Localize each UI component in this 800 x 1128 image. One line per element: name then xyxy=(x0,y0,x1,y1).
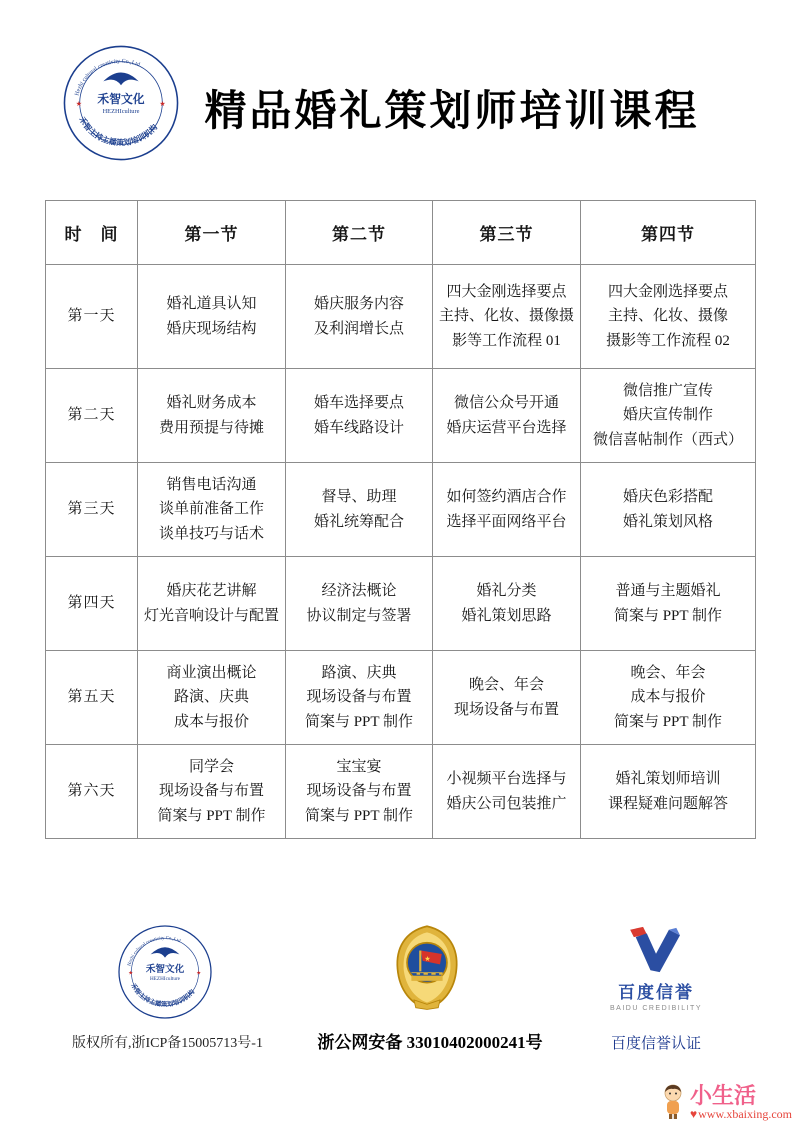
baidu-credibility-name: 百度信誉 xyxy=(618,983,694,1002)
logo-ring-bottom-text: 禾智主持主播策划培训机构 xyxy=(129,982,197,1009)
course-line: 婚庆现场结构 xyxy=(166,320,257,337)
course-cell xyxy=(433,463,581,557)
course-cell xyxy=(138,265,286,369)
watermark-url-text: www.xbaixing.com xyxy=(698,1107,792,1121)
hezhi-logo-icon xyxy=(62,44,180,162)
day-label: 第六天 xyxy=(46,745,138,839)
star-icon: ★ xyxy=(159,100,166,108)
course-line: 婚庆花艺讲解 xyxy=(166,583,257,600)
course-line: 路演、庆典 xyxy=(321,665,397,682)
course-cell xyxy=(581,369,756,463)
logo-ring-top-text: Hezhi cultural creativity Co.,Ltd xyxy=(74,58,141,97)
course-cell xyxy=(433,265,581,369)
course-line: 同学会 xyxy=(188,759,234,776)
course-line: 婚车线路设计 xyxy=(313,419,404,436)
course-line: 现场设备与布置 xyxy=(306,783,412,800)
badges-row xyxy=(0,918,800,1022)
column-header: 第四节 xyxy=(581,201,756,265)
course-line: 婚礼道具认知 xyxy=(166,296,257,313)
course-cell xyxy=(286,265,433,369)
course-cell xyxy=(581,557,756,651)
watermark-site-url xyxy=(690,1107,792,1122)
course-cell xyxy=(581,745,756,839)
course-line: 影等工作流程 01 xyxy=(452,332,561,349)
course-line: 婚庆运营平台选择 xyxy=(446,419,567,436)
course-line: 成本与报价 xyxy=(173,713,249,730)
course-cell xyxy=(286,557,433,651)
table-row xyxy=(46,745,756,839)
star-icon: ★ xyxy=(424,955,431,963)
star-icon: ★ xyxy=(128,970,134,977)
course-line: 经济法概论 xyxy=(321,583,397,600)
logo-ring-bottom-text: 禾智主持主播策划培训机构 xyxy=(77,115,160,148)
column-header: 第三节 xyxy=(433,201,581,265)
police-filing-text: 浙公网安备 33010402000241号 xyxy=(317,1033,543,1052)
course-line: 普通与主题婚礼 xyxy=(615,583,721,600)
course-cell xyxy=(138,369,286,463)
course-line: 婚礼分类 xyxy=(476,583,537,600)
course-line: 现场设备与布置 xyxy=(306,689,412,706)
day-label: 第一天 xyxy=(46,265,138,369)
hezhi-logo xyxy=(62,44,180,162)
course-line: 婚庆公司包装推广 xyxy=(446,795,567,812)
course-line: 协议制定与签署 xyxy=(306,607,412,624)
star-icon: ★ xyxy=(75,100,82,108)
page-title: 精品婚礼策划师培训课程 xyxy=(204,89,700,135)
site-watermark xyxy=(660,1084,792,1122)
course-cell xyxy=(138,651,286,745)
course-line: 微信推广宣传 xyxy=(622,383,713,400)
course-line: 简案与 PPT 制作 xyxy=(304,713,414,730)
course-line: 主持、化妆、摄像 xyxy=(607,308,728,325)
table-header-row xyxy=(46,201,756,265)
watermark-text xyxy=(690,1084,792,1122)
police-badge-icon xyxy=(388,920,466,1014)
logo-name-cn: 禾智文化 xyxy=(145,964,185,975)
course-cell xyxy=(286,463,433,557)
column-header: 第二节 xyxy=(286,201,433,265)
course-line: 婚庆宣传制作 xyxy=(622,407,713,424)
course-line: 婚庆色彩搭配 xyxy=(622,489,713,506)
logo-name-en: HEZHIculture xyxy=(102,107,140,115)
course-cell xyxy=(433,557,581,651)
course-line: 选择平面网络平台 xyxy=(446,513,567,530)
course-line: 如何签约酒店合作 xyxy=(446,489,567,506)
course-line: 及利润增长点 xyxy=(313,320,404,337)
mascot-icon xyxy=(660,1084,686,1120)
course-cell xyxy=(138,557,286,651)
course-line: 主持、化妆、摄像摄 xyxy=(439,308,575,325)
hezhi-logo-icon xyxy=(117,924,213,1020)
logo-name-en: HEZHIculture xyxy=(150,976,180,982)
course-line: 婚礼统筹配合 xyxy=(313,513,404,530)
course-line: 宝宝宴 xyxy=(336,759,382,776)
course-line: 婚庆服务内容 xyxy=(313,296,404,313)
hezhi-logo-footer xyxy=(117,924,213,1020)
course-line: 现场设备与布置 xyxy=(158,783,264,800)
column-header: 第一节 xyxy=(138,201,286,265)
course-line: 小视频平台选择与 xyxy=(446,771,567,788)
course-cell xyxy=(581,265,756,369)
course-line: 晚会、年会 xyxy=(468,677,544,694)
table-row xyxy=(46,265,756,369)
table-row xyxy=(46,557,756,651)
table-row xyxy=(46,651,756,745)
course-line: 婚礼策划风格 xyxy=(622,513,713,530)
logo-name-cn: 禾智文化 xyxy=(97,92,145,106)
course-cell xyxy=(433,651,581,745)
course-line: 现场设备与布置 xyxy=(453,701,559,718)
baidu-credibility-block xyxy=(598,926,714,1012)
course-cell xyxy=(286,369,433,463)
star-icon: ★ xyxy=(196,970,202,977)
course-line: 晚会、年会 xyxy=(630,665,706,682)
copyright-icp-text: 版权所有,浙ICP备15005713号-1 xyxy=(72,1036,263,1051)
course-line: 婚礼财务成本 xyxy=(166,395,257,412)
course-cell xyxy=(581,651,756,745)
logo-ring-top-text: Hezhi cultural creativity Co.,Ltd xyxy=(127,936,182,967)
course-line: 费用预提与待摊 xyxy=(158,419,264,436)
course-line: 四大金刚选择要点 xyxy=(607,284,728,301)
course-line: 简案与 PPT 制作 xyxy=(613,607,723,624)
course-table xyxy=(45,200,756,839)
course-line: 销售电话沟通 xyxy=(166,477,257,494)
course-cell xyxy=(433,369,581,463)
course-line: 微信公众号开通 xyxy=(453,395,559,412)
course-line: 课程疑难问题解答 xyxy=(607,795,728,812)
day-label: 第四天 xyxy=(46,557,138,651)
heart-icon: ♥ xyxy=(690,1107,698,1121)
course-line: 四大金刚选择要点 xyxy=(446,284,567,301)
course-line: 商业演出概论 xyxy=(166,665,257,682)
course-line: 简案与 PPT 制作 xyxy=(613,713,723,730)
baidu-certification-text: 百度信誉认证 xyxy=(610,1036,701,1052)
course-line: 婚礼策划师培训 xyxy=(615,771,721,788)
baidu-credibility-icon xyxy=(627,926,685,974)
course-cell xyxy=(581,463,756,557)
day-label: 第五天 xyxy=(46,651,138,745)
table-row xyxy=(46,369,756,463)
course-cell xyxy=(138,463,286,557)
course-line: 谈单技巧与话术 xyxy=(158,525,264,542)
course-line: 简案与 PPT 制作 xyxy=(157,807,266,824)
course-cell xyxy=(138,745,286,839)
course-line: 路演、庆典 xyxy=(173,689,249,706)
day-label: 第三天 xyxy=(46,463,138,557)
watermark-site-name: 小生活 xyxy=(690,1082,757,1108)
course-line: 婚礼策划思路 xyxy=(461,607,552,624)
course-cell xyxy=(286,745,433,839)
course-line: 简案与 PPT 制作 xyxy=(304,807,414,824)
course-line: 灯光音响设计与配置 xyxy=(144,607,280,624)
course-cell xyxy=(286,651,433,745)
baidu-credibility-sub: BAIDU CREDIBILITY xyxy=(609,1005,702,1012)
course-line: 婚车选择要点 xyxy=(313,395,404,412)
column-header-time: 时 间 xyxy=(46,201,138,265)
course-line: 微信喜帖制作（西式） xyxy=(592,431,743,448)
course-line: 谈单前准备工作 xyxy=(158,501,264,518)
course-line: 摄影等工作流程 02 xyxy=(606,332,730,349)
table-row xyxy=(46,463,756,557)
course-line: 督导、助理 xyxy=(321,489,397,506)
day-label: 第二天 xyxy=(46,369,138,463)
course-line: 成本与报价 xyxy=(630,689,706,706)
course-cell xyxy=(433,745,581,839)
